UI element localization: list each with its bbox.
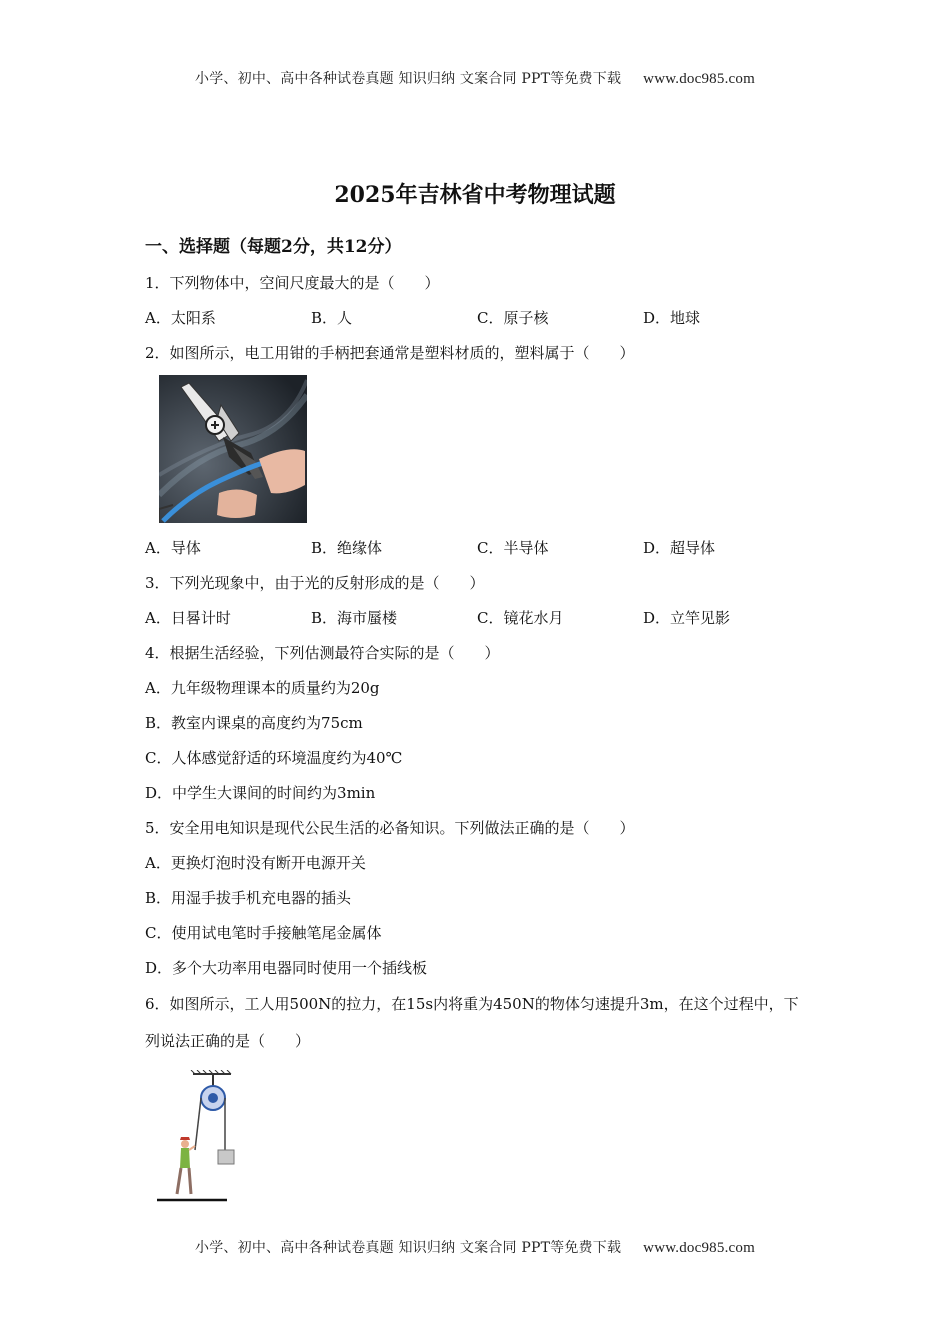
option: D．立竿见影: [643, 609, 731, 627]
option: A．更换灯泡时没有断开电源开关: [145, 854, 366, 872]
option: B．教室内课桌的高度约为75cm: [145, 714, 363, 732]
option: C．人体感觉舒适的环境温度约为40℃: [145, 749, 403, 767]
option: A．导体: [145, 539, 201, 557]
header-url[interactable]: www.doc985.com: [643, 71, 755, 87]
page-title: 2025年吉林省中考物理试题: [334, 182, 616, 208]
question-1-options: [145, 301, 810, 336]
option: C．镜花水月: [477, 609, 564, 627]
question-3-options: [145, 601, 810, 636]
option: D．超导体: [643, 539, 716, 557]
pliers-figure: [159, 375, 307, 523]
exam-content: [145, 232, 810, 1210]
page-header: [0, 68, 950, 88]
footer-text: 小学、初中、高中各种试卷真题 知识归纳 文案合同 PPT等免费下载: [195, 1240, 622, 1256]
option: B．绝缘体: [311, 539, 383, 557]
option: C．半导体: [477, 539, 549, 557]
option: C．原子核: [477, 309, 549, 327]
section-heading: 一、选择题（每题2分，共12分）: [145, 237, 402, 257]
option: D．地球: [643, 309, 701, 327]
question-1-stem: 1．下列物体中，空间尺度最大的是（ ）: [145, 274, 440, 292]
pulley-figure: [157, 1070, 237, 1210]
header-text: 小学、初中、高中各种试卷真题 知识归纳 文案合同 PPT等免费下载: [195, 71, 622, 87]
question-2-stem: 2．如图所示，电工用钳的手柄把套通常是塑料材质的，塑料属于（ ）: [145, 344, 635, 362]
option: D．中学生大课间的时间约为3min: [145, 784, 376, 802]
option: A．太阳系: [145, 309, 216, 327]
page-footer: [0, 1237, 950, 1257]
option: B．用湿手拔手机充电器的插头: [145, 889, 352, 907]
footer-url[interactable]: www.doc985.com: [643, 1240, 755, 1256]
question-4-stem: 4．根据生活经验，下列估测最符合实际的是（ ）: [145, 644, 500, 662]
option: B．人: [311, 309, 353, 327]
option: C．使用试电笔时手接触笔尾金属体: [145, 924, 382, 942]
question-6-stem: 6．如图所示，工人用500N的拉力，在15s内将重为450N的物体匀速提升3m，在这个过程中，下列说法正确的是（ ）: [145, 995, 799, 1050]
question-2-options: [145, 531, 810, 566]
option: D．多个大功率用电器同时使用一个插线板: [145, 959, 428, 977]
question-5-stem: 5．安全用电知识是现代公民生活的必备知识。下列做法正确的是（ ）: [145, 819, 635, 837]
option: A．九年级物理课本的质量约为20g: [145, 679, 380, 697]
option: A．日晷计时: [145, 609, 231, 627]
question-3-stem: 3．下列光现象中，由于光的反射形成的是（ ）: [145, 574, 485, 592]
option: B．海市蜃楼: [311, 609, 398, 627]
